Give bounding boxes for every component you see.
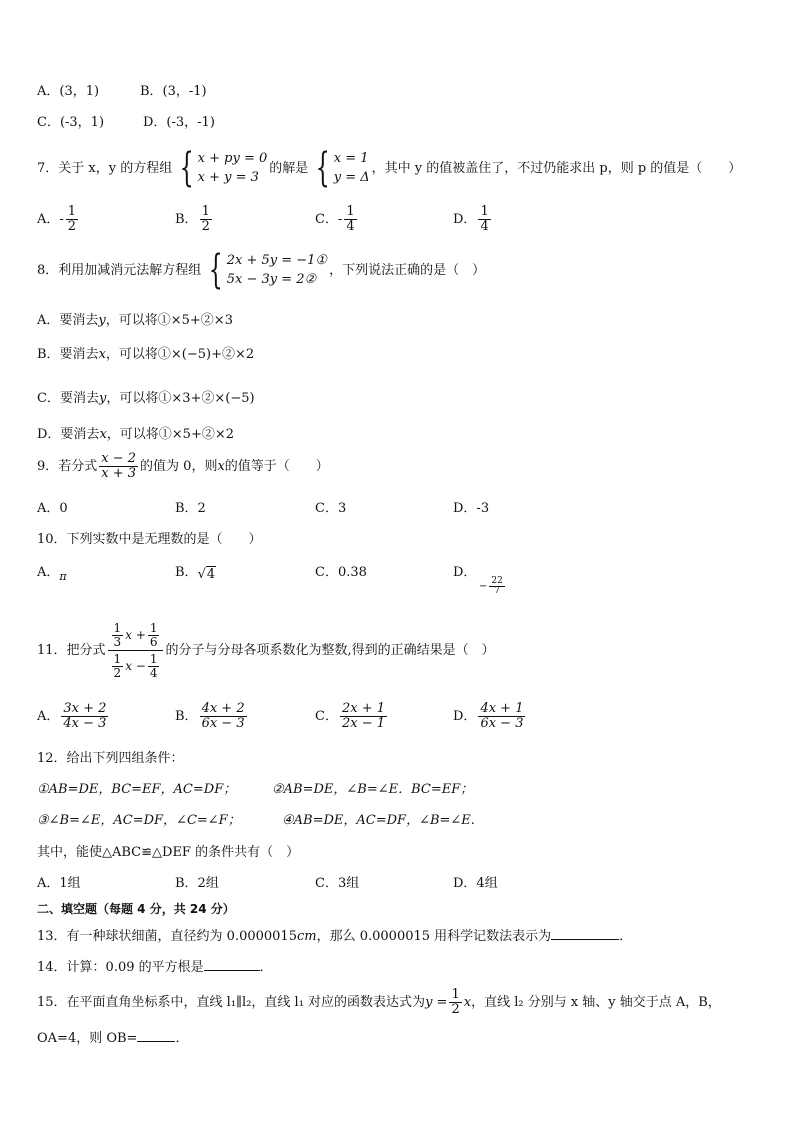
radical-sign: √ xyxy=(197,567,206,582)
variable: x xyxy=(99,427,107,442)
fraction xyxy=(61,702,108,730)
q11-denominator xyxy=(108,651,164,679)
denominator: 6 xyxy=(149,634,158,649)
denominator: 6x − 3 xyxy=(201,715,245,731)
denominator: 2 xyxy=(67,218,77,234)
denominator: 2 xyxy=(201,218,210,234)
denominator: 4 xyxy=(346,218,355,234)
option-label: B． xyxy=(175,708,198,724)
numerator: 1 xyxy=(201,204,210,219)
q8-option-c xyxy=(37,392,255,405)
numerator: x − 2 xyxy=(101,451,137,466)
q7-pre: 7．关于 x，y 的方程组 xyxy=(37,160,173,176)
answer-blank[interactable] xyxy=(204,970,260,971)
option-sign: - xyxy=(59,211,64,227)
q7-solution: { x = 1 y = Δ xyxy=(316,145,370,191)
q12-question: 其中，能使△ABC≌△DEF 的条件共有（ ） xyxy=(37,845,300,860)
q8-eq2: 5x − 3y = 2② xyxy=(226,272,317,287)
q9-mid: 的值为 0，则 xyxy=(140,458,218,474)
q9-option-c: C．3 xyxy=(315,501,347,516)
option-text: B．要消去 xyxy=(37,347,99,362)
numerator: 1 xyxy=(113,621,122,635)
q12-condition-2: ②AB=DE，∠B=∠E．BC=EF； xyxy=(272,782,474,797)
q8-system: { 2x + 5y = −1① 5x − 3y = 2② xyxy=(209,247,328,293)
numerator: 1 xyxy=(149,621,158,635)
option-text: A．要消去 xyxy=(37,313,99,328)
prev-option-c: C．(-3，1) xyxy=(37,115,105,130)
fraction xyxy=(200,702,247,730)
variable: x xyxy=(217,458,225,474)
option-label: C． xyxy=(315,708,338,724)
q10-option-a xyxy=(37,565,67,583)
q8-post: ，下列说法正确的是（ ） xyxy=(329,262,486,278)
term: x − xyxy=(125,658,146,673)
q7-eq1: x + py = 0 xyxy=(197,150,268,166)
option-sign: − xyxy=(479,580,488,592)
denominator: 4x − 3 xyxy=(63,715,107,731)
question-9 xyxy=(37,452,329,480)
q12-option-b: B．2组 xyxy=(175,876,219,891)
denominator: 4 xyxy=(149,665,158,680)
numerator: 4x + 2 xyxy=(201,701,245,716)
q13-pre: 13．有一种球状细菌，直径约为 0.0000015 xyxy=(37,929,297,944)
q15-lhs: y = xyxy=(425,994,448,1010)
q11-option-d xyxy=(453,702,527,730)
q8-option-a xyxy=(37,314,233,327)
fraction xyxy=(112,653,124,679)
q15-pre: 15．在平面直角坐标系中，直线 l₁∥l₂，直线 l₁ 对应的函数表达式为 xyxy=(37,994,426,1010)
option-label: B． xyxy=(175,211,198,227)
question-12: 12．给出下列四组条件： xyxy=(37,751,184,766)
q8-option-b xyxy=(37,348,254,361)
denominator: x + 3 xyxy=(101,465,137,481)
q14-end: ． xyxy=(259,960,273,975)
fraction xyxy=(340,702,387,730)
fraction xyxy=(478,702,525,730)
numerator: 1 xyxy=(149,652,158,667)
q8-option-d xyxy=(37,428,234,441)
numerator: 1 xyxy=(67,204,77,219)
option-label: B． xyxy=(175,565,198,580)
q15-line-2 xyxy=(37,1032,188,1045)
denominator: 3 xyxy=(113,634,122,649)
q7-option-c xyxy=(315,205,359,233)
q7-system: { x + py = 0 x + y = 3 xyxy=(179,145,268,191)
option-rest: ，可以将①×3+②×(−5) xyxy=(106,391,255,406)
q8-pre: 8．利用加减消元法解方程组 xyxy=(37,262,202,278)
q9-fraction xyxy=(99,452,138,480)
question-15 xyxy=(37,988,721,1016)
q10-option-c: C．0.38 xyxy=(315,565,367,580)
q8-eq1: 2x + 5y = −1① xyxy=(226,252,328,268)
q15-post: ，直线 l₂ 分别与 x 轴、y 轴交于点 A，B， xyxy=(471,994,721,1010)
numerator: 3x + 2 xyxy=(63,701,107,716)
option-text: D．要消去 xyxy=(37,427,100,442)
q7-option-a xyxy=(37,205,80,233)
q12-option-c: C．3组 xyxy=(315,876,360,891)
unit: cm xyxy=(296,929,317,944)
fraction xyxy=(66,205,78,233)
q12-option-d: D．4组 xyxy=(453,876,498,891)
q7-option-b xyxy=(175,205,214,233)
q13-post: ，那么 0.0000015 用科学记数法表示为 xyxy=(316,929,552,944)
fraction xyxy=(478,205,490,233)
q10-option-b xyxy=(175,565,216,582)
numerator: 4x + 1 xyxy=(480,701,524,716)
denominator: 2 xyxy=(451,1001,460,1017)
q15-end: ． xyxy=(175,1031,189,1046)
question-13 xyxy=(37,930,632,943)
q7-mid: 的解是 xyxy=(269,160,309,176)
q11-option-a xyxy=(37,702,110,730)
q9-option-d: D．-3 xyxy=(453,501,490,516)
q11-post: 的分子与分母各项系数化为整数,得到的正确结果是（ ） xyxy=(165,643,495,659)
option-label: D． xyxy=(453,708,477,724)
q9-post: 的值等于（ ） xyxy=(224,458,329,474)
answer-blank[interactable] xyxy=(137,1041,175,1042)
q7-post: ，其中 y 的值被盖住了，不过仍能求出 p，则 p 的值是（ ） xyxy=(371,160,742,176)
variable: y xyxy=(98,313,106,328)
option-sign: - xyxy=(337,211,343,227)
radicand: 4 xyxy=(206,567,216,582)
option-rest: ，可以将①×5+②×2 xyxy=(106,427,235,442)
q10-option-d xyxy=(453,566,476,579)
question-8 xyxy=(37,247,486,293)
q11-complex-fraction xyxy=(108,622,164,679)
variable: x xyxy=(463,994,472,1010)
q12-option-a: A．1组 xyxy=(37,876,81,891)
term: x + xyxy=(125,627,146,642)
option-label: A． xyxy=(37,565,60,580)
q9-option-a: A．0 xyxy=(37,501,68,516)
prev-option-b: B．(3，-1) xyxy=(140,84,207,99)
option-label: A． xyxy=(37,708,60,724)
q14-pre: 14．计算：0.09 的平方根是 xyxy=(37,960,204,975)
q11-numerator xyxy=(108,622,164,651)
option-label: A． xyxy=(37,211,60,227)
option-rest: ，可以将①×(−5)+②×2 xyxy=(105,347,255,362)
question-10: 10．下列实数中是无理数的是（ ） xyxy=(37,532,262,547)
fraction xyxy=(148,622,160,648)
q13-end: ． xyxy=(619,929,633,944)
numerator: 1 xyxy=(480,204,489,219)
fraction xyxy=(489,577,504,597)
variable: x xyxy=(98,347,106,362)
q10-option-d-value xyxy=(479,577,507,597)
q7-sol1: x = 1 xyxy=(333,150,369,166)
q9-option-b: B．2 xyxy=(175,501,206,516)
fraction xyxy=(344,205,356,233)
fraction xyxy=(148,653,160,679)
q12-condition-1: ①AB=DE，BC=EF，AC=DF； xyxy=(37,782,237,797)
numerator: 1 xyxy=(113,652,122,667)
fraction xyxy=(200,205,212,233)
option-rest: ，可以将①×5+②×3 xyxy=(105,313,233,328)
prev-option-d: D．(-3，-1) xyxy=(143,115,215,130)
option-text: C．要消去 xyxy=(37,391,99,406)
numerator: 1 xyxy=(451,987,460,1002)
section-heading: 二、填空题（每题 4 分，共 24 分） xyxy=(37,902,235,916)
question-7 xyxy=(37,145,742,191)
denominator: 7 xyxy=(494,586,500,597)
numerator: 1 xyxy=(346,204,355,219)
q7-sol2: y = Δ xyxy=(333,170,370,185)
q12-condition-3: ③∠B=∠E，AC=DF，∠C=∠F； xyxy=(37,813,241,828)
fraction xyxy=(112,622,124,648)
numerator: 22 xyxy=(491,576,503,586)
q11-option-b xyxy=(175,702,249,730)
denominator: 6x − 3 xyxy=(480,715,524,731)
numerator: 2x + 1 xyxy=(341,701,385,716)
question-14 xyxy=(37,961,273,974)
q12-condition-4: ④AB=DE，AC=DF，∠B=∠E. xyxy=(282,813,475,828)
q7-option-d xyxy=(453,205,493,233)
option-label: D． xyxy=(453,211,477,227)
q11-option-c xyxy=(315,702,389,730)
option-label: C． xyxy=(315,211,338,227)
fraction xyxy=(449,988,461,1016)
prev-option-a: A．(3，1) xyxy=(37,84,100,99)
pi-symbol: π xyxy=(59,570,67,583)
denominator: 2 xyxy=(113,665,122,680)
q11-pre: 11．把分式 xyxy=(37,643,106,659)
q15-line2: OA=4，则 OB= xyxy=(37,1031,138,1046)
denominator: 4 xyxy=(480,218,489,234)
answer-blank[interactable] xyxy=(551,939,619,940)
question-11 xyxy=(37,622,495,679)
option-label: D． xyxy=(453,565,477,580)
denominator: 2x − 1 xyxy=(341,715,385,731)
q7-eq2: x + y = 3 xyxy=(197,170,259,185)
variable: y xyxy=(98,391,107,406)
q9-pre: 9．若分式 xyxy=(37,458,98,474)
sqrt xyxy=(198,568,217,581)
